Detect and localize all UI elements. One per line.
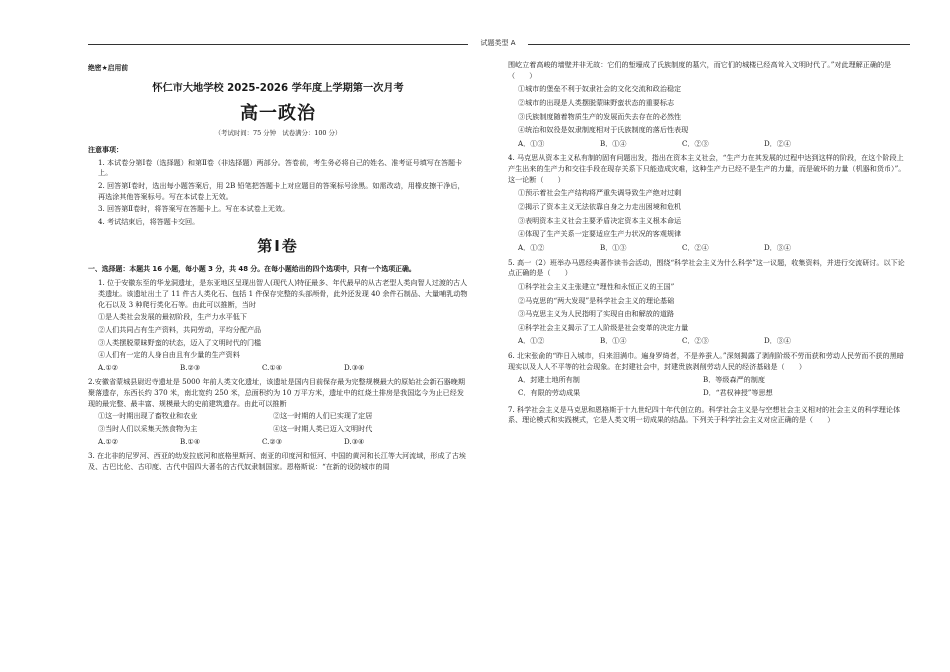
question-stem: 3. 在北非的尼罗河、西亚的幼发拉底河和底格里斯河、南亚的印度河和恒河、中国的黄河和长江等大河流域，形成了古埃及、古巴比伦、古印度、古代中国四大著名的古代奴隶制国家。恩格斯说：“在新的设防城市的周 <box>88 451 466 471</box>
header-rule-right <box>528 44 910 45</box>
choice-b: B.②③ <box>180 362 201 372</box>
question-option: ④统治和奴役是奴隶制度相对于氏族制度的落后性表现 <box>518 125 689 135</box>
choice-b: B．等级森严的制度 <box>703 375 765 385</box>
question-options-row <box>88 424 468 435</box>
question-option: ②这一时期的人们已实现了定居 <box>273 411 373 421</box>
question-stem: 5. 高一（2）班举办马恩经典著作读书会活动，围绕“科学社会主义为什么科学”这一议题，收集资料，并进行交流研讨。以下论点正确的是（ ） <box>508 257 905 278</box>
question-option: ②城市的出现是人类摆脱蒙昧野蛮状态的重要标志 <box>518 97 675 107</box>
notice-item: 2. 回答第Ⅰ卷时，选出每小题答案后，用 2B 铅笔把答题卡上对应题目的答案标号涂黑。如需改动，用橡皮擦干净后，再选涂其他答案标号。写在本试卷上无效。 <box>98 180 465 201</box>
choice-a: A.①② <box>98 436 119 446</box>
question-option: ③表明资本主义社会主要矛盾决定资本主义根本命运 <box>518 215 682 225</box>
notice-item: 3. 回答第Ⅱ卷时，将答案写在答题卡上。写在本试卷上无效。 <box>98 204 290 214</box>
choice-c: C．②③ <box>682 138 709 148</box>
choice-b: B．①④ <box>600 138 627 148</box>
question-option: ②揭示了资本主义无法依靠自身之力走出困境和危机 <box>518 202 682 212</box>
choice-c: C．②③ <box>682 336 709 346</box>
question-4 <box>508 153 908 253</box>
question-stem: 2.安徽省蒙城县尉迟寺遗址是 5000 年前人类文化遗址，该遗址是国内目前保存最为完整规模最大的原始社会新石器晚期聚落遗存，东西长约 370 米，南北宽约 250 米，总面积约为 10 万平方米，遗址中的红烧土排房是我国迄今为止已经发现的最完整、最丰富、规模最大的史前建筑遗存。由此可以推断 <box>88 377 465 408</box>
question-3 <box>88 451 468 472</box>
choice-b: B．①④ <box>600 336 627 346</box>
choice-d: D．②④ <box>764 138 791 148</box>
exam-title: 怀仁市大地学校 2025-2026 学年度上学期第一次月考 <box>152 83 404 95</box>
choice-d: D.③④ <box>344 362 365 372</box>
question-stem-continued: 围屹立着高峻的墙壁并非无故：它们的堑壕成了氏族制度的墓穴，而它们的城楼已经高耸入文明时代了。”对此理解正确的是（ ） <box>508 60 892 80</box>
question-option: ①这一时期出现了畜牧业和农业 <box>98 411 198 421</box>
question-option: ③马克思主义为人民指明了实现自由和解放的道路 <box>518 309 675 319</box>
confidential-mark: 绝密★启用前 <box>88 64 129 72</box>
choice-c: C.②③ <box>262 436 283 446</box>
question-option: ②人们共同占有生产资料，共同劳动，平均分配产品 <box>98 324 262 334</box>
question-option: ①是人类社会发展的最初阶段，生产力水平低下 <box>98 312 247 322</box>
choice-a: A．①③ <box>518 138 545 148</box>
header-rule-left <box>88 44 468 45</box>
right-column <box>508 60 908 426</box>
question-option: ④科学社会主义揭示了工人阶级是社会变革的决定力量 <box>518 322 689 332</box>
volume-title: 第Ⅰ卷 <box>257 237 299 256</box>
section-heading: 一、选择题：本题共 16 小题，每小题 3 分，共 48 分。在每小题给出的四个选项中，只有一个选项正确。 <box>88 264 416 273</box>
answer-choices <box>508 243 908 254</box>
question-option: ④人们有一定的人身自由且有少量的生产资料 <box>98 350 240 360</box>
question-2 <box>88 377 468 447</box>
question-option: ③当时人们以采集天然食物为主 <box>98 423 198 433</box>
question-6 <box>508 351 908 401</box>
subject-title: 高一政治 <box>240 103 316 125</box>
choice-d: D．“君权神授”等思想 <box>703 388 773 398</box>
page-header <box>88 38 910 48</box>
choice-c: C.①④ <box>262 362 283 372</box>
question-stem: 4. 马克思从资本主义私有制的固有问题出发，指出在资本主义社会，“生产力在其发展的过程中达到这样的阶段，在这个阶段上产生出来的生产力和交往手段在现存关系下只能造成灾难，这种生产力已经不是生产的力量，而是破坏的力量（机器和货币）”。这一论断（ ） <box>508 153 906 184</box>
question-stem: 1. 位于安徽东至的华龙洞遗址，是东亚地区呈现出智人(现代人)特征最多、年代最早的从古老型人类向智人过渡的古人类遗址。该遗址出土了 11 件古人类化石、包括 1 件保存完整的头部颅骨，此外还发现 40 余件石制品、大量哺乳动物化石以及 3 种爬行类化石等。由此可以推断，当时 <box>98 278 468 309</box>
choice-d: D．③④ <box>764 336 791 346</box>
question-option: ④这一时期人类已迈入文明时代 <box>273 423 373 433</box>
question-option: ④体现了生产关系一定要适应生产力状况的客观规律 <box>518 229 682 239</box>
answer-choices <box>508 375 908 400</box>
choice-b: B．①③ <box>600 242 627 252</box>
choice-c: C．有限的劳动成果 <box>518 388 581 398</box>
choice-d: D.③④ <box>344 436 365 446</box>
choice-a: A．①② <box>518 336 545 346</box>
answer-choices <box>88 363 468 374</box>
question-7 <box>508 405 908 426</box>
answer-choices <box>508 336 908 347</box>
choice-a: A．封建土地所有制 <box>518 375 580 385</box>
exam-info: （考试时间：75 分钟 试卷满分：100 分） <box>214 129 342 138</box>
notice-item: 4. 考试结束后，将答题卡交回。 <box>98 216 200 226</box>
question-options-row <box>88 411 468 422</box>
choice-c: C．②④ <box>682 242 709 252</box>
answer-choices <box>508 139 908 150</box>
question-stem: 7. 科学社会主义是马克思和恩格斯于十九世纪四十年代创立的。科学社会主义是与空想社会主义相对的社会主义的科学理论体系、理论模式和实践模式，它是人类文明一切成果的结晶。下列关于科学社会主义对应正确的是（ ） <box>508 404 901 425</box>
answer-choices <box>88 437 468 448</box>
question-stem: 6. 北宋张俞的“昨日入城市，归来泪满巾。遍身罗绮者，不是养蚕人。”深刻揭露了剥削阶级不劳而获和劳动人民劳而不获的黑暗现实以及人人不平等的社会现象。在封建社会中，封建贵族剥削劳动人民的经济基础是（ ） <box>508 351 904 371</box>
choice-a: A.①② <box>98 362 119 372</box>
notice-item: 1. 本试卷分第Ⅰ卷（选择题）和第Ⅱ卷（非选择题）两部分。答卷前，考生务必将自己的姓名、准考证号填写在答题卡上。 <box>98 157 463 178</box>
choice-a: A．①② <box>518 242 545 252</box>
question-option: ①科学社会主义主张建立“理性和永恒正义的王国” <box>518 281 675 291</box>
notice-heading: 注意事项： <box>88 146 123 155</box>
question-option: ①城市的堡垒不利于奴隶社会的文化交流和政治稳定 <box>518 84 682 94</box>
question-option: ③氏族制度随着物质生产的发展而失去存在的必然性 <box>518 111 682 121</box>
question-1 <box>88 278 468 373</box>
choice-d: D．③④ <box>764 242 791 252</box>
question-option: ①预示着社会生产结构将严重失调导致生产绝对过剩 <box>518 188 682 198</box>
question-5 <box>508 258 908 347</box>
question-option: ③人类摆脱蒙昧野蛮的状态，迈入了文明时代的门槛 <box>98 337 262 347</box>
question-option: ②马克思的“两大发现”是科学社会主义的理论基础 <box>518 295 675 305</box>
choice-b: B.①④ <box>180 436 201 446</box>
left-column <box>88 60 468 473</box>
exam-type-label: 试题类型 A <box>480 39 516 47</box>
